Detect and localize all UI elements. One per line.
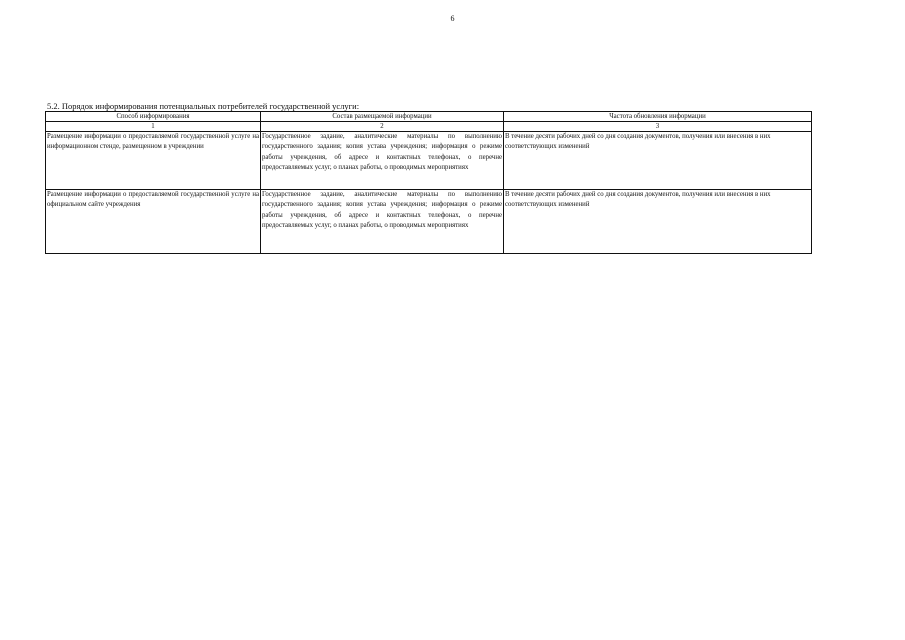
table-row <box>46 132 812 190</box>
header-content: Состав размещаемой информации <box>261 112 504 122</box>
column-number-row <box>46 122 812 132</box>
header-frequency: Частота обновления информации <box>504 112 812 122</box>
column-number-1: 1 <box>46 122 261 132</box>
header-method: Способ информирования <box>46 112 261 122</box>
cell-content: Государственное задание, аналитические материалы по выполнению государственного задания; копия устава учреждения; информация о режиме работы учреждения, об адресе и контактных телефонах, о перечне предоставляемых услуг, о планах работы, о проводимых мероприятиях <box>261 190 504 254</box>
page-number: 6 <box>450 14 455 23</box>
cell-frequency: В течение десяти рабочих дней со дня создания документов, получения или внесения в них соответствующих изменений <box>504 132 812 190</box>
information-table <box>45 111 812 254</box>
column-number-3: 3 <box>504 122 812 132</box>
cell-method: Размещение информации о предоставляемой государственной услуге на официальном сайте учреждения <box>46 190 261 254</box>
table-row <box>46 190 812 254</box>
cell-method: Размещение информации о предоставляемой государственной услуге на информационном стенде, размещенном в учреждении <box>46 132 261 190</box>
section-title: 5.2. Порядок информирования потенциальных потребителей государственной услуги: <box>47 101 360 111</box>
cell-content: Государственное задание, аналитические материалы по выполнению государственного задания; копия устава учреждения; информация о режиме работы учреждения, об адресе и контактных телефонах, о перечне предоставляемых услуг, о планах работы, о проводимых мероприятиях <box>261 132 504 190</box>
column-number-2: 2 <box>261 122 504 132</box>
table-header-row <box>46 112 812 122</box>
cell-frequency: В течение десяти рабочих дней со дня создания документов, получения или внесения в них соответствующих изменений <box>504 190 812 254</box>
